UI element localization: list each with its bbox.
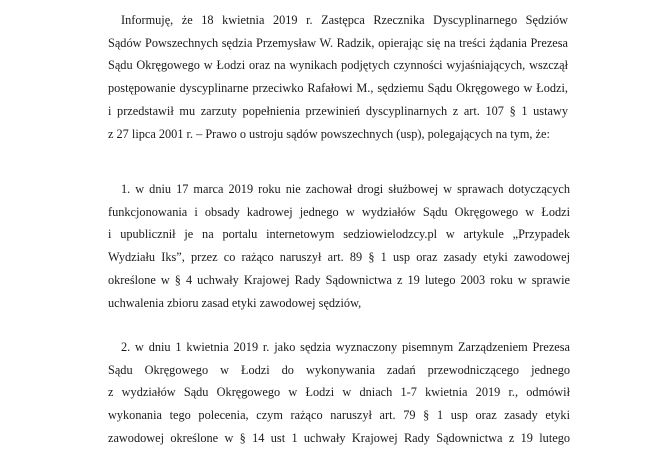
charge-line: określone w § 4 uchwały Krajowej Rady Sądownictwa z 19 lutego 2003 roku w sprawie	[108, 272, 570, 287]
charge-line: Sądu Okręgowego w Łodzi do wykonywania zadań przewodniczącego jednego	[108, 362, 570, 377]
charge-line: wykonania tego polecenia, czym rażąco naruszył art. 79 § 1 usp oraz zasady etyki	[108, 408, 570, 423]
intro-line: postępowanie dyscyplinarne przeciwko Rafałowi M., sędziemu Sądu Okręgowego w Łodzi,	[108, 81, 568, 96]
intro-line: i przedstawił mu zarzuty popełnienia przewinień dyscyplinarnych z art. 107 § 1 ustawy	[108, 103, 568, 118]
charge-line: 2. w dniu 1 kwietnia 2019 r. jako sędzia wyznaczony pisemnym Zarządzeniem Prezesa	[121, 340, 570, 354]
charge-line: funkcjonowania i obsady kadrowej jednego w wydziałów Sądu Okręgowego w Łodzi	[108, 204, 570, 219]
charge-line: 1. w dniu 17 marca 2019 roku nie zachował drogi służbowej w sprawach dotyczących	[121, 182, 570, 196]
intro-line: z 27 lipca 2001 r. – Prawo o ustroju sądów powszechnych (usp), polegających na tym, że:	[108, 126, 550, 141]
intro-line: Sądu Okręgowego w Łodzi oraz na wynikach podjętych czynności wyjaśniających, wszczął	[108, 58, 568, 73]
intro-paragraph	[108, 9, 568, 145]
charge-line: uchwalenia zbioru zasad etyki zawodowej sędziów,	[108, 295, 362, 310]
charge-item-2	[108, 336, 570, 450]
charge-line: zawodowej określone w § 14 ust 1 uchwały Krajowej Rady Sądownictwa z 19 lutego	[108, 430, 570, 445]
intro-line: Informuję, że 18 kwietnia 2019 r. Zastępca Rzecznika Dyscyplinarnego Sędziów	[121, 13, 568, 27]
intro-line: Sądów Powszechnych sędzia Przemysław W. Radzik, opierając się na treści żądania Prezesa	[108, 35, 568, 50]
charge-line: Wydziału Iks”, przez co rażąco naruszył art. 89 § 1 usp oraz zasady etyki zawodowej	[108, 250, 570, 265]
charge-line: i upublicznił je na portalu internetowym sedziowielodzcy.pl w artykule „Przypadek	[108, 227, 570, 242]
charge-line: z wydziałów Sądu Okręgowego w Łodzi w dniach 1-7 kwietnia 2019 r., odmówił	[108, 385, 570, 400]
charge-item-1	[108, 178, 570, 314]
